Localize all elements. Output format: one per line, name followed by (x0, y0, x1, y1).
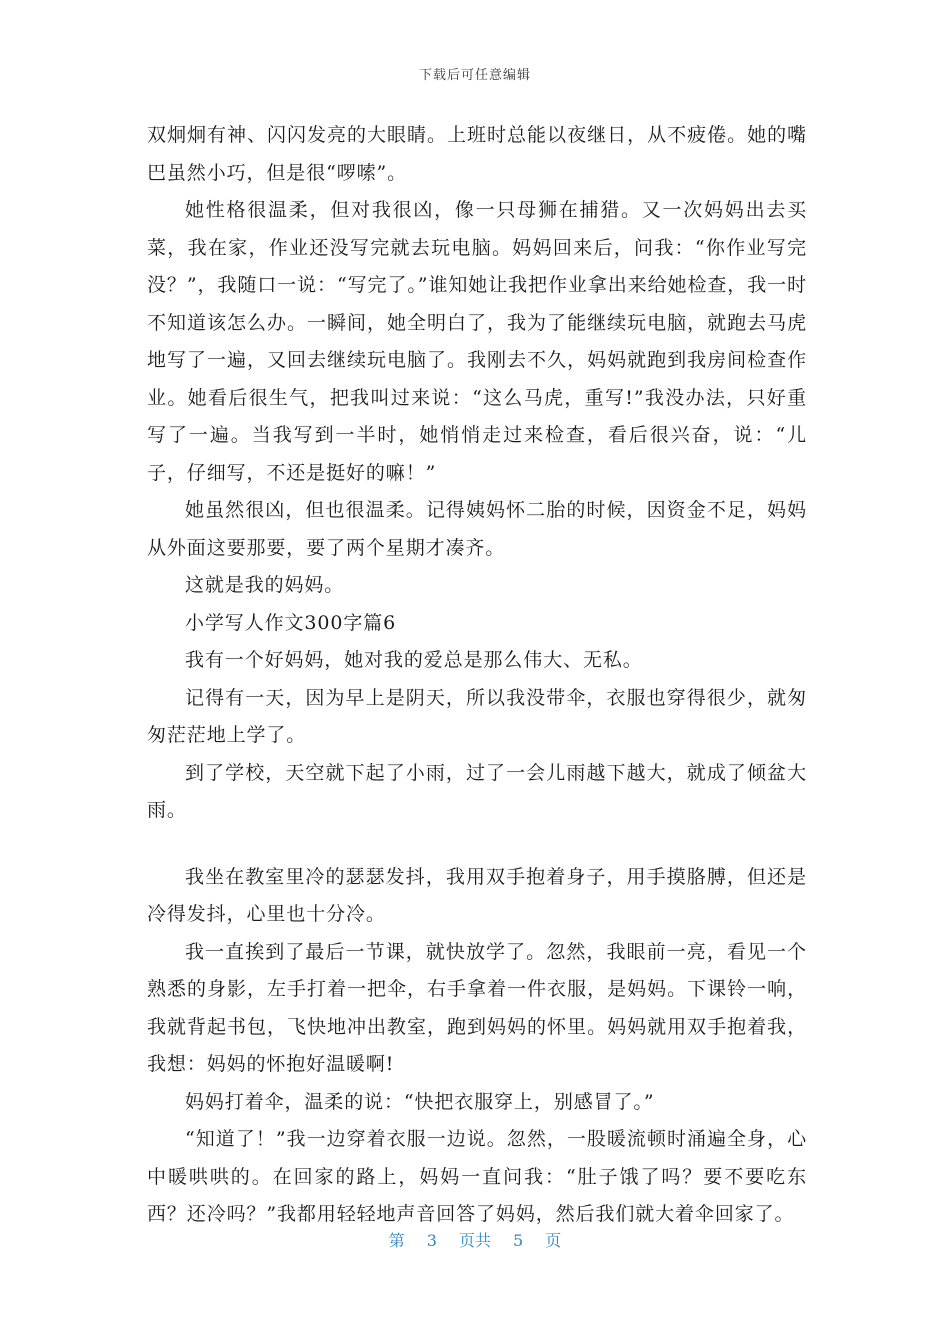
section-title: 小学写人作文300字篇6 (185, 611, 397, 634)
page-suffix: 页 (545, 1231, 562, 1250)
total-prefix: 页共 (458, 1231, 491, 1250)
paragraph-spacer (147, 830, 807, 859)
paragraph: 我有一个好妈妈，她对我的爱总是那么伟大、无私。 (185, 649, 643, 671)
page-number: 3 (426, 1231, 437, 1250)
paragraph: 这就是我的妈妈。 (185, 574, 345, 596)
paragraph: 我一直挨到了最后一节课，就快放学了。忽然，我眼前一亮，看见一个熟悉的身影，左手打着一把伞，右手拿着一件衣服，是妈妈。下课铃一响，我就背起书包，飞快地冲出教室，跑到妈妈的怀里。妈妈就用双手抱着我，我想：妈妈的怀抱好温暖啊! (147, 940, 807, 1075)
page-header: 下载后可任意编辑 (418, 68, 531, 83)
page-label: 第 (388, 1231, 405, 1250)
paragraph: 她虽然很凶，但也很温柔。记得姨妈怀二胎的时候，因资金不足，妈妈从外面这要那要，要了两个星期才凑齐。 (147, 499, 807, 559)
paragraph: “知道了！”我一边穿着衣服一边说。忽然，一股暖流顿时涌遍全身，心中暖哄哄的。在回家的路上，妈妈一直问我：“肚子饿了吗？要不要吃东西？还冷吗？”我都用轻轻地声音回答了妈妈，然后我们就大着伞回家了。 (147, 1128, 807, 1225)
paragraph: 我坐在教室里冷的瑟瑟发抖，我用双手抱着身子，用手摸胳膊，但还是冷得发抖，心里也十分冷。 (147, 865, 807, 925)
total-pages: 5 (513, 1231, 524, 1250)
paragraph: 双炯炯有神、闪闪发亮的大眼睛。上班时总能以夜继日，从不疲倦。她的嘴巴虽然小巧，但是很“啰嗦”。 (147, 124, 807, 184)
page-footer (0, 1228, 950, 1251)
paragraph: 她性格很温柔，但对我很凶，像一只母狮在捕猎。又一次妈妈出去买菜，我在家，作业还没写完就去玩电脑。妈妈回来后，问我：“你作业写完没？”，我随口一说：“写完了。”谁知她让我把作业拿出来给她检查，我一时不知道该怎么办。一瞬间，她全明白了，我为了能继续玩电脑，就跑去马虎地写了一遍，又回去继续玩电脑了。我刚去不久，妈妈就跑到我房间检查作业。她看后很生气，把我叫过来说：“这么马虎，重写!”我没办法，只好重写了一遍。当我写到一半时，她悄悄走过来检查，看后很兴奋，说：“儿子，仔细写，不还是挺好的嘛！” (147, 199, 807, 484)
paragraph: 到了学校，天空就下起了小雨，过了一会儿雨越下越大，就成了倾盆大雨。 (147, 761, 807, 821)
paragraph: 妈妈打着伞，温柔的说：“快把衣服穿上，别感冒了。” (185, 1090, 655, 1113)
document-body (147, 117, 807, 1234)
paragraph: 记得有一天，因为早上是阴天，所以我没带伞，衣服也穿得很少，就匆匆茫茫地上学了。 (147, 686, 807, 746)
